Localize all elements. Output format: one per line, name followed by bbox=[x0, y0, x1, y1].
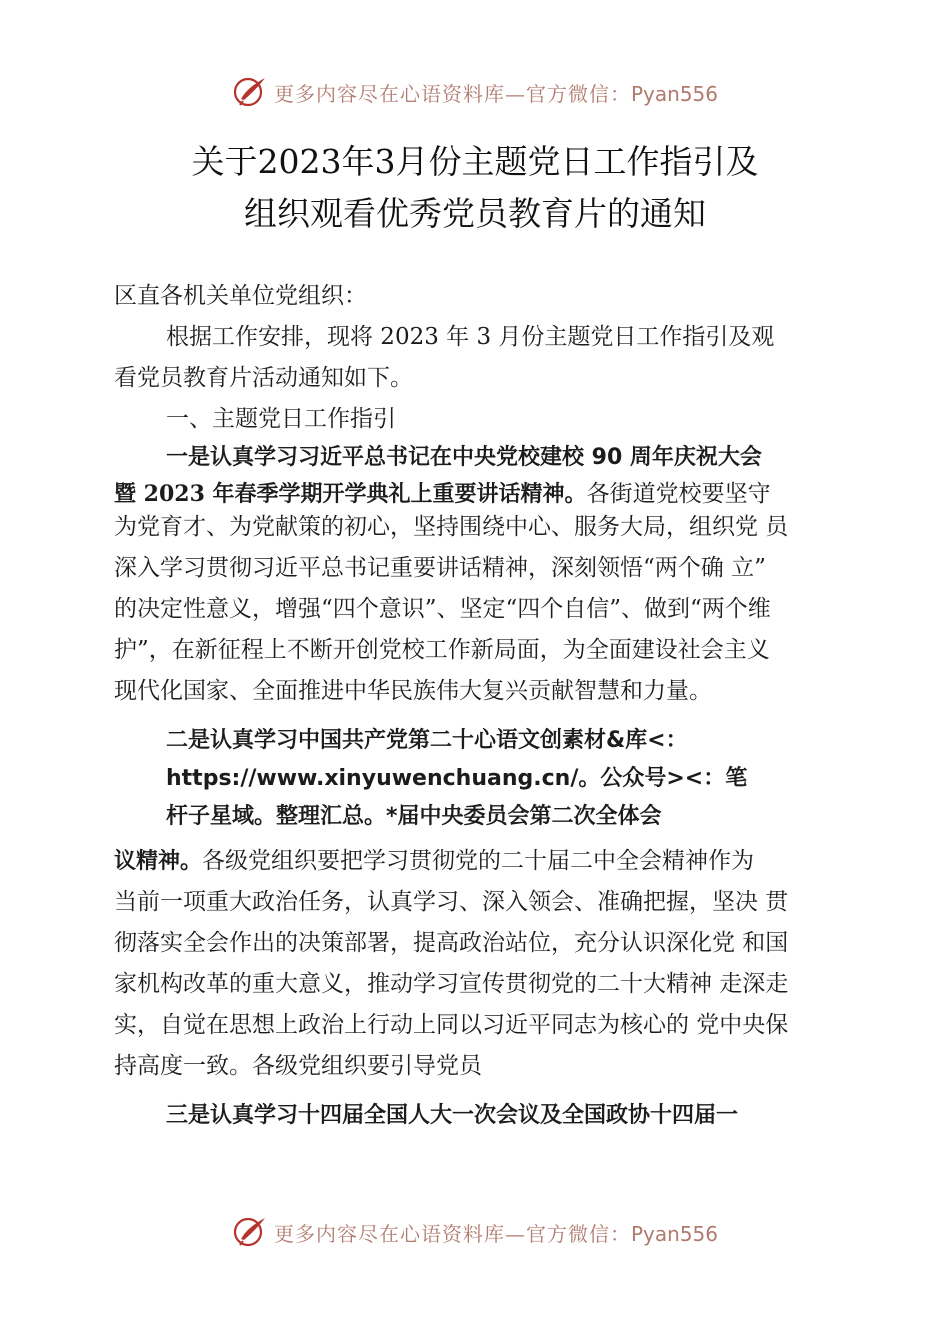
p1-line-5: 的决定性意义，增强“四个意识”、坚定“四个自信”、做到“两个维 bbox=[114, 596, 771, 622]
p1-line-3: 为党育才、为党献策的初心，坚持围绕中心、服务大局，组织党 员 bbox=[114, 514, 789, 540]
watermark-text: 更多内容尽在心语资料库—官方微信：Pyan556 bbox=[273, 81, 718, 106]
p2-line-5: 当前一项重大政治任务，认真学习、深入领会、准确把握，坚决 贯 bbox=[114, 889, 789, 915]
title-line-1: 关于2023年3月份主题党日工作指引及 bbox=[191, 142, 759, 181]
p2-line-9: 持高度一致。各级党组织要引导党员 bbox=[114, 1053, 482, 1079]
p2-bold-line-3: 杆子星域。整理汇总。*届中央委员会第二次全体会 bbox=[166, 804, 662, 829]
p1-bold-line-2: 暨 2023 年春季学期开学典礼上重要讲话精神。 bbox=[114, 481, 587, 507]
p2-line-8: 实，自觉在思想上政治上行动上同以习近平同志为核心的 党中央保 bbox=[114, 1012, 789, 1038]
quill-logo-icon bbox=[232, 1214, 268, 1250]
p2-bold-line-4: 议精神。 bbox=[114, 849, 203, 874]
intro-line-2: 看党员教育片活动通知如下。 bbox=[114, 365, 413, 391]
document-body bbox=[114, 276, 842, 440]
paragraph-2 bbox=[114, 722, 854, 836]
p2-line-7: 家机构改革的重大意义，推动学习宣传贯彻党的二十大精神 走深走 bbox=[114, 971, 789, 997]
paragraph-1-cont bbox=[114, 507, 842, 712]
p1-line-2-rest: 各街道党校要坚守 bbox=[586, 481, 771, 507]
header-watermark bbox=[0, 72, 950, 112]
footer-watermark bbox=[0, 1212, 950, 1252]
watermark-text: 更多内容尽在心语资料库—官方微信：Pyan556 bbox=[273, 1221, 718, 1246]
quill-logo-icon bbox=[232, 74, 268, 110]
watermark-wechat-id: Pyan556 bbox=[630, 81, 718, 106]
intro-line-1: 根据工作安排，现将 2023 年 3 月份主题党日工作指引及观 bbox=[166, 324, 775, 350]
p1-line-7: 现代化国家、全面推进中华民族伟大复兴贡献智慧和力量。 bbox=[114, 678, 712, 704]
paragraph-1 bbox=[114, 440, 842, 512]
p2-bold-line-2: https://www.xinyuwenchuang.cn/。公众号><：笔 bbox=[166, 766, 748, 791]
section-heading: 一、主题党日工作指引 bbox=[166, 406, 396, 432]
p1-bold-line-1: 一是认真学习习近平总书记在中央党校建校 90 周年庆祝大会 bbox=[166, 445, 762, 470]
p1-line-6: 护”，在新征程上不断开创党校工作新局面，为全面建设社会主义 bbox=[114, 637, 770, 663]
paragraph-3 bbox=[114, 1096, 842, 1137]
salutation: 区直各机关单位党组织： bbox=[114, 283, 367, 309]
document-title bbox=[0, 136, 950, 240]
p3-bold-line-1: 三是认真学习十四届全国人大一次会议及全国政协十四届一 bbox=[166, 1103, 739, 1128]
watermark-wechat-id: Pyan556 bbox=[630, 1221, 718, 1246]
paragraph-2-cont bbox=[114, 841, 842, 1087]
title-line-2: 组织观看优秀党员教育片的通知 bbox=[244, 194, 706, 233]
p2-bold-line-1: 二是认真学习中国共产党第二十心语文创素材&库<： bbox=[166, 728, 688, 753]
p2-line-4-rest: 各级党组织要把学习贯彻党的二十届二中全会精神作为 bbox=[202, 848, 755, 874]
p1-line-4: 深入学习贯彻习近平总书记重要讲话精神，深刻领悟“两个确 立” bbox=[114, 555, 766, 581]
p2-line-6: 彻落实全会作出的决策部署，提高政治站位，充分认识深化党 和国 bbox=[114, 930, 789, 956]
